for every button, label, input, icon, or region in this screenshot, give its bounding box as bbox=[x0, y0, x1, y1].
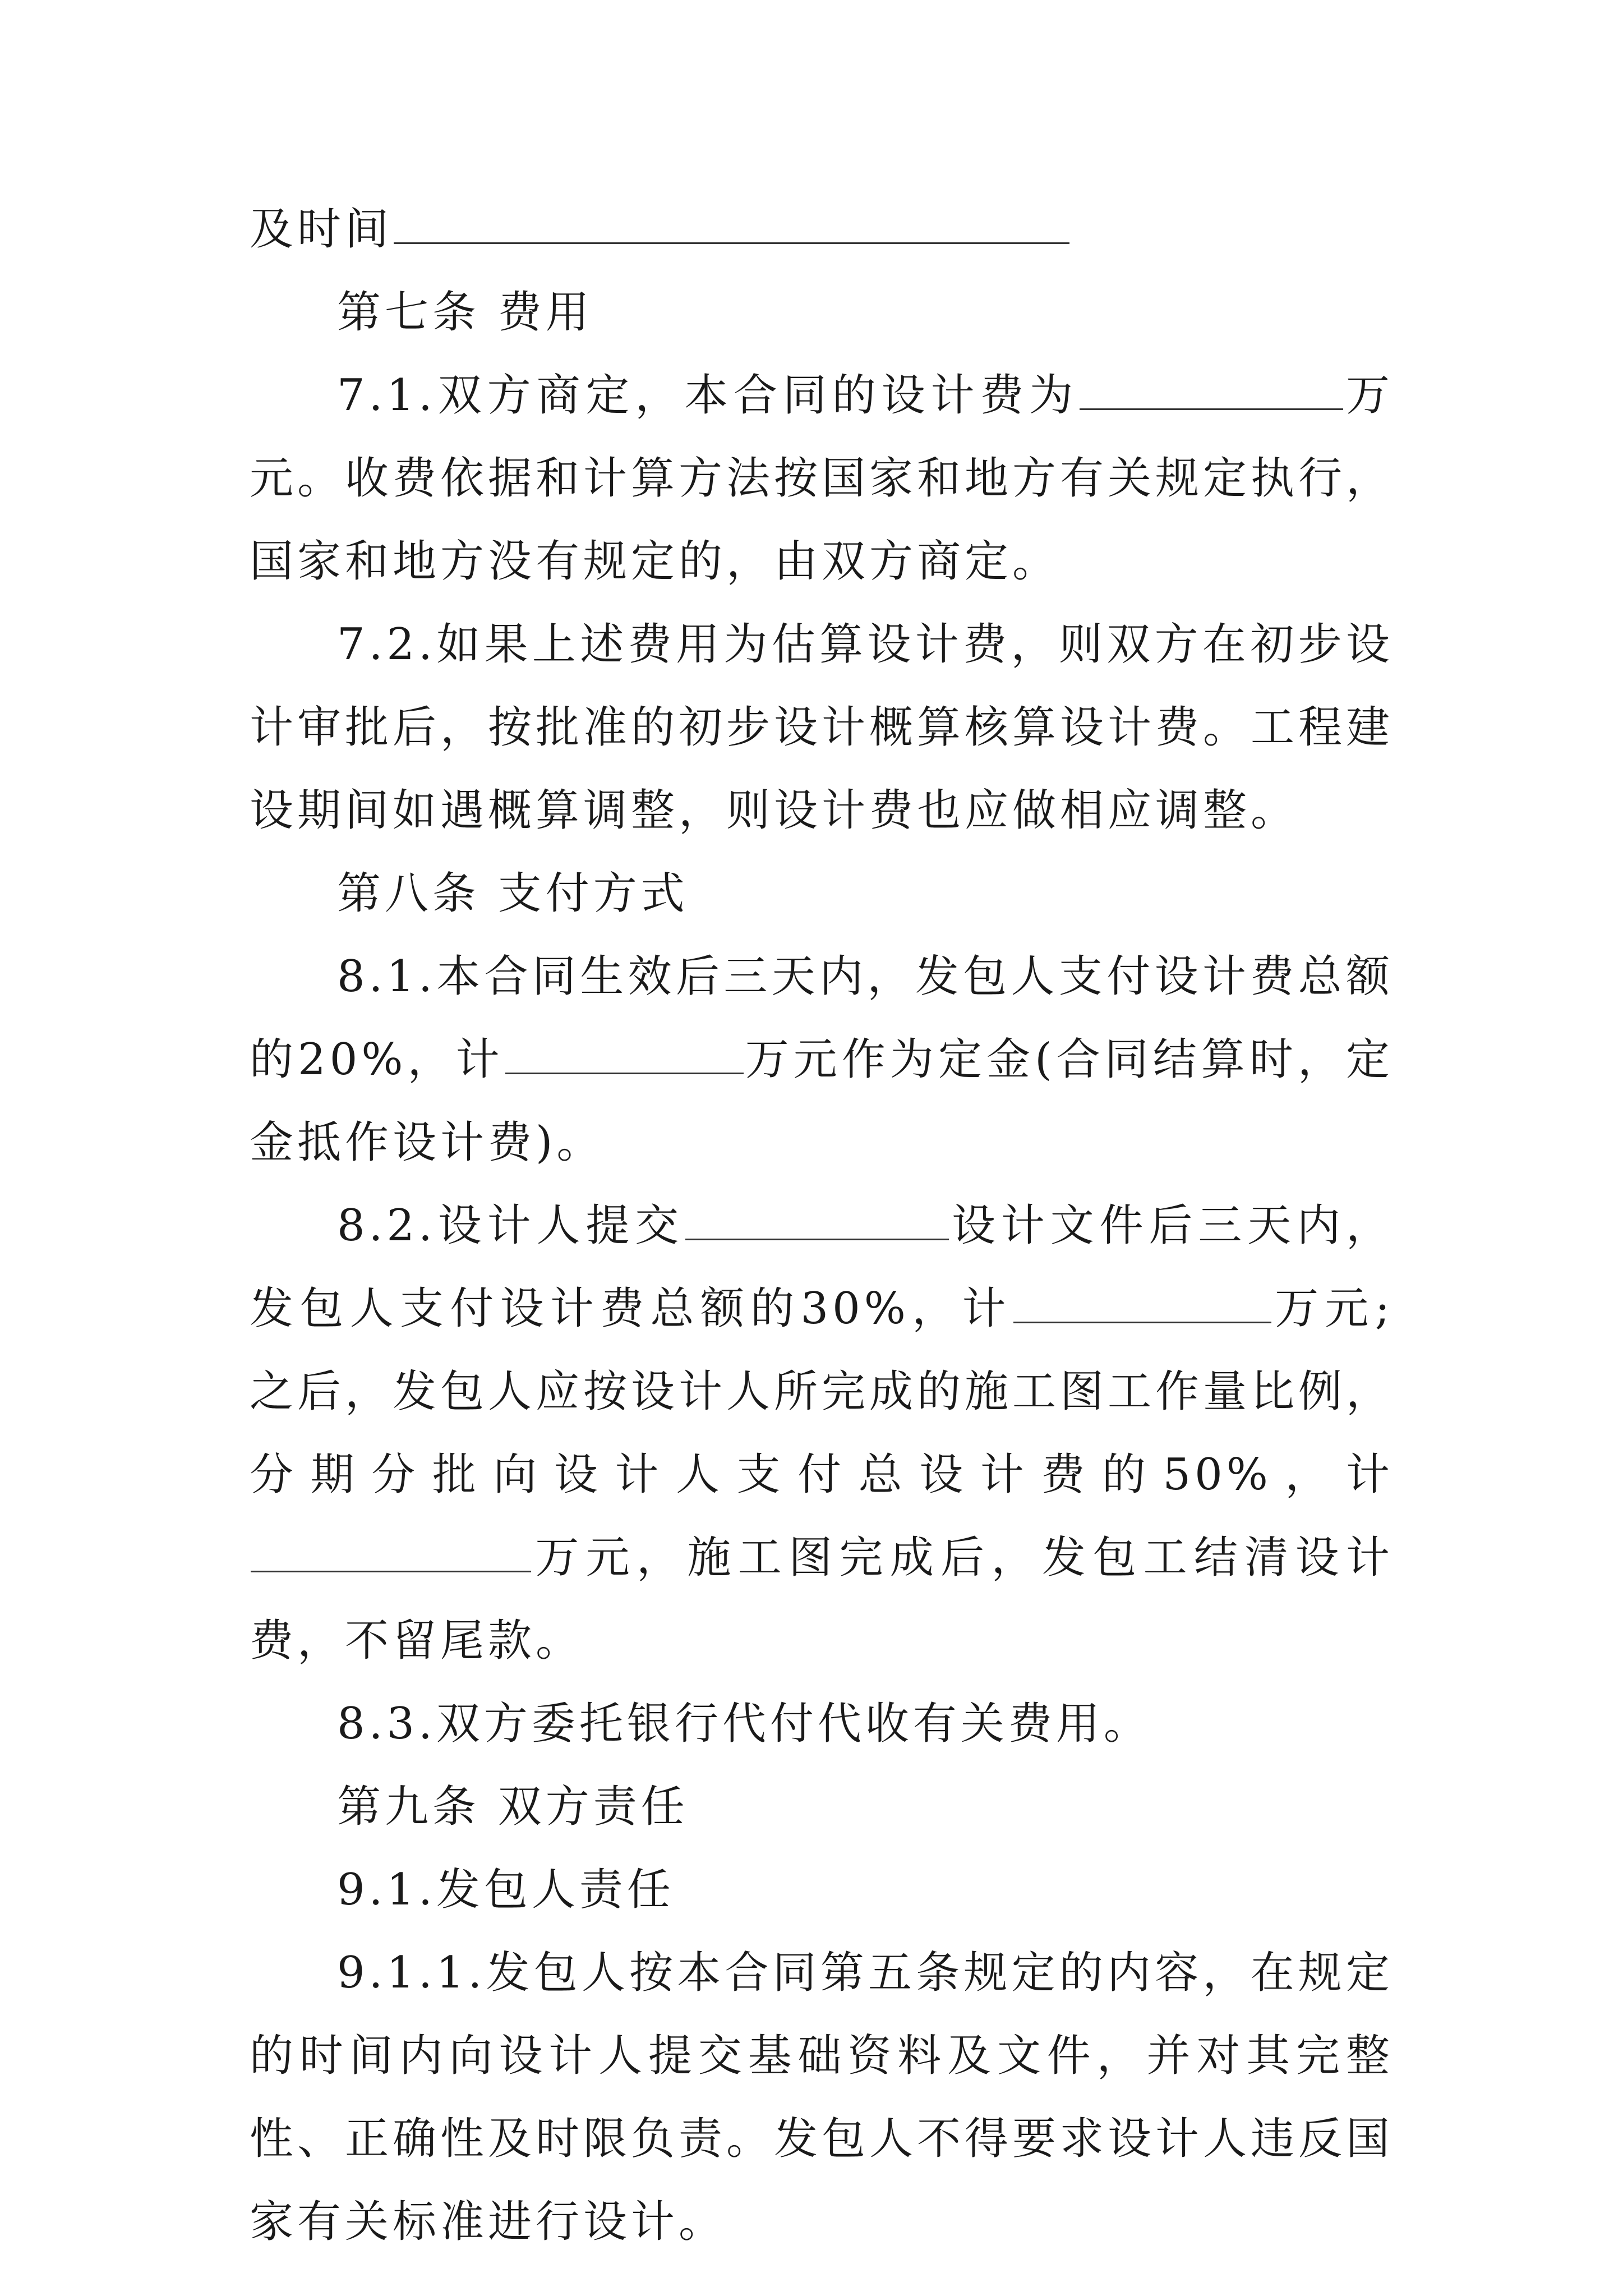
clause-text: 万元;之后，发包人应按设计人所完成的施工图工作量比例，分期分批向设计人支付总设计费的50%，计 bbox=[250, 1283, 1394, 1500]
clause-text: 万元，施工图完成后，发包工结清设计费，不留尾款。 bbox=[250, 1533, 1394, 1666]
clause-8-2 bbox=[250, 1184, 1394, 1682]
heading-text: 第八条 支付方式 bbox=[337, 868, 689, 919]
heading-text: 第九条 双方责任 bbox=[337, 1782, 689, 1832]
clause-text: 7.2.如果上述费用为估算设计费，则双方在初步设计审批后，按批准的初步设计概算核算设计费。工程建设期间如遇概算调整，则设计费也应做相应调整。 bbox=[250, 619, 1394, 836]
clause-7-2 bbox=[250, 603, 1394, 852]
clause-7-1 bbox=[250, 354, 1394, 603]
heading-text: 第七条 费用 bbox=[337, 287, 593, 338]
blank-line bbox=[251, 1527, 531, 1572]
article-8-heading bbox=[250, 852, 1394, 935]
clause-8-3 bbox=[250, 1682, 1394, 1765]
clause-9-1 bbox=[250, 1848, 1394, 1931]
contract-body bbox=[250, 188, 1394, 2263]
blank-line bbox=[394, 199, 1069, 244]
clause-9-1-1 bbox=[250, 1931, 1394, 2263]
clause-text: 8.2.设计人提交 bbox=[337, 1200, 685, 1251]
clause-text: 万元作为定金(合同结算时，定金抵作设计费)。 bbox=[250, 1034, 1394, 1168]
article-9-heading bbox=[250, 1765, 1394, 1848]
article-7-heading bbox=[250, 271, 1394, 354]
clause-text: 8.3.双方委托银行代付代收有关费用。 bbox=[337, 1699, 1151, 1749]
clause-text: 设计文件后三天内，发包人支付设计费总额的30%，计 bbox=[250, 1200, 1394, 1334]
clause-8-1 bbox=[250, 935, 1394, 1184]
clause-text: 万元。收费依据和计算方法按国家和地方有关规定执行，国家和地方没有规定的，由双方商定。 bbox=[250, 370, 1394, 587]
paragraph-time bbox=[250, 188, 1394, 271]
blank-line bbox=[1013, 1278, 1271, 1323]
blank-line bbox=[505, 1029, 744, 1074]
blank-line bbox=[1080, 365, 1343, 410]
clause-text: 9.1.发包人责任 bbox=[337, 1865, 675, 1915]
clause-text: 9.1.1.发包人按本合同第五条规定的内容，在规定的时间内向设计人提交基础资料及文件，并对其完整性、正确性及时限负责。发包人不得要求设计人违反国家有关标准进行设计。 bbox=[250, 1948, 1394, 2247]
clause-text: 7.1.双方商定，本合同的设计费为 bbox=[337, 370, 1079, 421]
clause-text: 8.1.本合同生效后三天内，发包人支付设计费总额的20%，计 bbox=[250, 951, 1394, 1085]
blank-line bbox=[685, 1195, 949, 1240]
paragraph-text: 及时间 bbox=[250, 204, 393, 255]
